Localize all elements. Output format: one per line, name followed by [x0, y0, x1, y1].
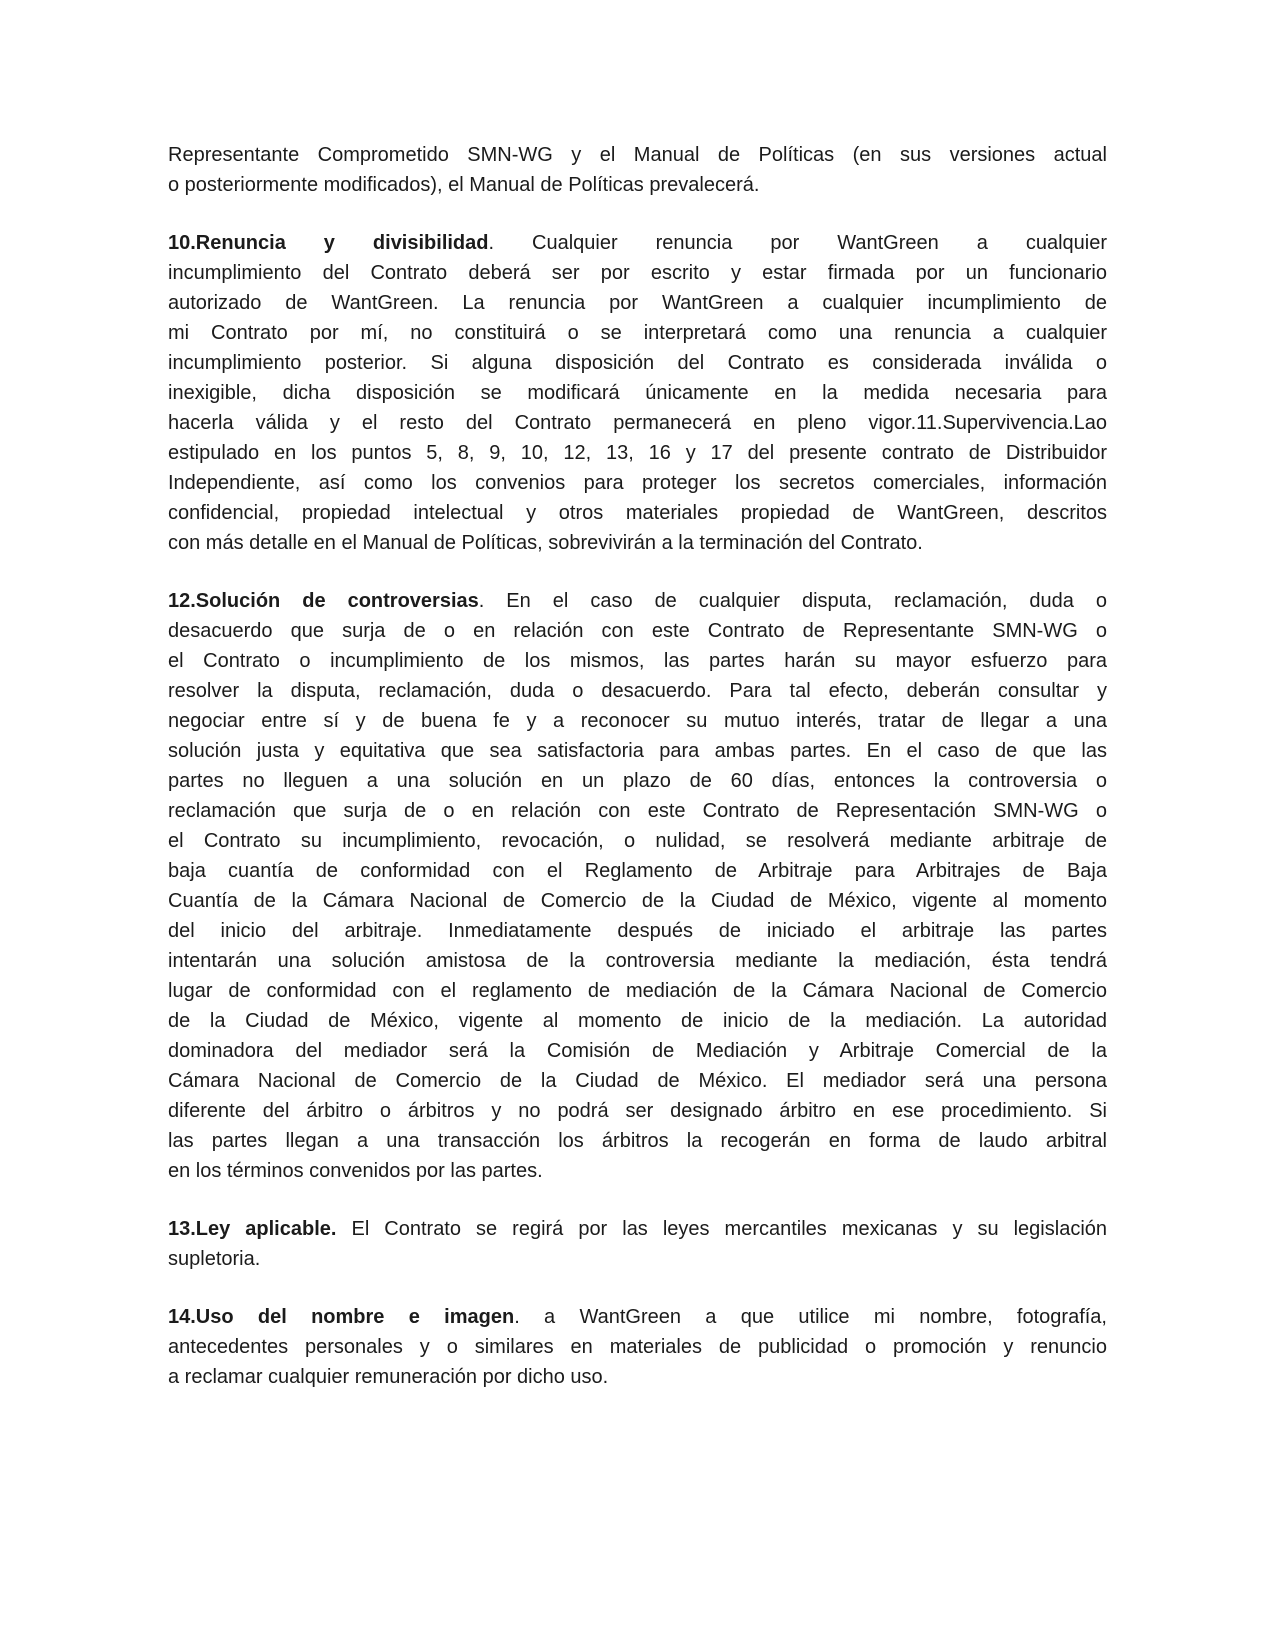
text-line: con más detalle en el Manual de Políticas, sobrevivirán a la terminación del Contrato.: [168, 532, 923, 554]
clause-13-first-line-text: El Contrato se regirá por las leyes mercantiles mexicanas y su legislación: [336, 1218, 1108, 1240]
clause-heading-line: [168, 586, 1107, 616]
clause-12: [168, 586, 1107, 1186]
text-line: el Contrato o incumplimiento de los mismos, las partes harán su mayor esfuerzo para: [168, 650, 1107, 672]
clause-10-title: 10.Renuncia y divisibilidad: [168, 232, 489, 254]
text-line: Cuantía de la Cámara Nacional de Comercio de la Ciudad de México, vigente al momento: [168, 890, 1107, 912]
text-line: intentarán una solución amistosa de la controversia mediante la mediación, ésta tendrá: [168, 950, 1107, 972]
paragraph-intro: [168, 140, 1107, 200]
clause-14-title: 14.Uso del nombre e imagen: [168, 1306, 515, 1328]
text-line: en los términos convenidos por las partes.: [168, 1160, 543, 1182]
clause-14-first-line-text: . a WantGreen a que utilice mi nombre, fotografía,: [514, 1306, 1107, 1328]
text-line: incumplimiento del Contrato deberá ser por escrito y estar firmada por un funcionario: [168, 262, 1107, 284]
clause-heading-line: [168, 1214, 1107, 1244]
text-line: Representante Comprometido SMN-WG y el Manual de Políticas (en sus versiones actual: [168, 144, 1107, 166]
text-line: el Contrato su incumplimiento, revocación, o nulidad, se resolverá mediante arbitraje de: [168, 830, 1107, 852]
text-line: Cámara Nacional de Comercio de la Ciudad de México. El mediador será una persona: [168, 1070, 1107, 1092]
text-line: partes no lleguen a una solución en un plazo de 60 días, entonces la controversia o: [168, 770, 1107, 792]
text-line: las partes llegan a una transacción los árbitros la recogerán en forma de laudo arbitral: [168, 1130, 1107, 1152]
text-line: diferente del árbitro o árbitros y no podrá ser designado árbitro en ese procedimiento. Si: [168, 1100, 1107, 1122]
clause-10: [168, 228, 1107, 558]
text-line: de la Ciudad de México, vigente al momento de inicio de la mediación. La autoridad: [168, 1010, 1107, 1032]
text-line: estipulado en los puntos 5, 8, 9, 10, 12, 13, 16 y 17 del presente contrato de Distribuidor: [168, 442, 1107, 464]
clause-heading-line: [168, 228, 1107, 258]
text-line: incumplimiento posterior. Si alguna disposición del Contrato es considerada inválida o: [168, 352, 1107, 374]
text-line: supletoria.: [168, 1248, 261, 1270]
clause-12-first-line-text: . En el caso de cualquier disputa, reclamación, duda o: [478, 590, 1107, 612]
text-line: o posteriormente modificados), el Manual de Políticas prevalecerá.: [168, 174, 760, 196]
text-line: dominadora del mediador será la Comisión de Mediación y Arbitraje Comercial de la: [168, 1040, 1107, 1062]
text-line: baja cuantía de conformidad con el Reglamento de Arbitraje para Arbitrajes de Baja: [168, 860, 1107, 882]
text-line: mi Contrato por mí, no constituirá o se interpretará como una renuncia a cualquier: [168, 322, 1107, 344]
text-line: autorizado de WantGreen. La renuncia por WantGreen a cualquier incumplimiento de: [168, 292, 1107, 314]
text-line: del inicio del arbitraje. Inmediatamente después de iniciado el arbitraje las partes: [168, 920, 1107, 942]
clause-10-first-line-text: . Cualquier renuncia por WantGreen a cualquier: [488, 232, 1108, 254]
clause-heading-line: [168, 1302, 1107, 1332]
text-line: lugar de conformidad con el reglamento de mediación de la Cámara Nacional de Comercio: [168, 980, 1107, 1002]
text-line: hacerla válida y el resto del Contrato permanecerá en pleno vigor.11.Supervivencia.Lao: [168, 412, 1107, 434]
clause-12-title: 12.Solución de controversias: [168, 590, 479, 612]
text-line: resolver la disputa, reclamación, duda o desacuerdo. Para tal efecto, deberán consultar y: [168, 680, 1107, 702]
text-line: confidencial, propiedad intelectual y otros materiales propiedad de WantGreen, descritos: [168, 502, 1107, 524]
text-line: solución justa y equitativa que sea satisfactoria para ambas partes. En el caso de que las: [168, 740, 1107, 762]
text-line: antecedentes personales y o similares en materiales de publicidad o promoción y renuncio: [168, 1336, 1107, 1358]
text-line: a reclamar cualquier remuneración por dicho uso.: [168, 1366, 609, 1388]
text-line: negociar entre sí y de buena fe y a reconocer su mutuo interés, tratar de llegar a una: [168, 710, 1107, 732]
clause-13-title: 13.Ley aplicable.: [168, 1218, 337, 1240]
text-line: desacuerdo que surja de o en relación con este Contrato de Representante SMN-WG o: [168, 620, 1107, 642]
clause-14: [168, 1302, 1107, 1392]
text-line: inexigible, dicha disposición se modificará únicamente en la medida necesaria para: [168, 382, 1107, 404]
text-line: Independiente, así como los convenios para proteger los secretos comerciales, información: [168, 472, 1107, 494]
clause-13: [168, 1214, 1107, 1274]
text-line: reclamación que surja de o en relación con este Contrato de Representación SMN-WG o: [168, 800, 1107, 822]
